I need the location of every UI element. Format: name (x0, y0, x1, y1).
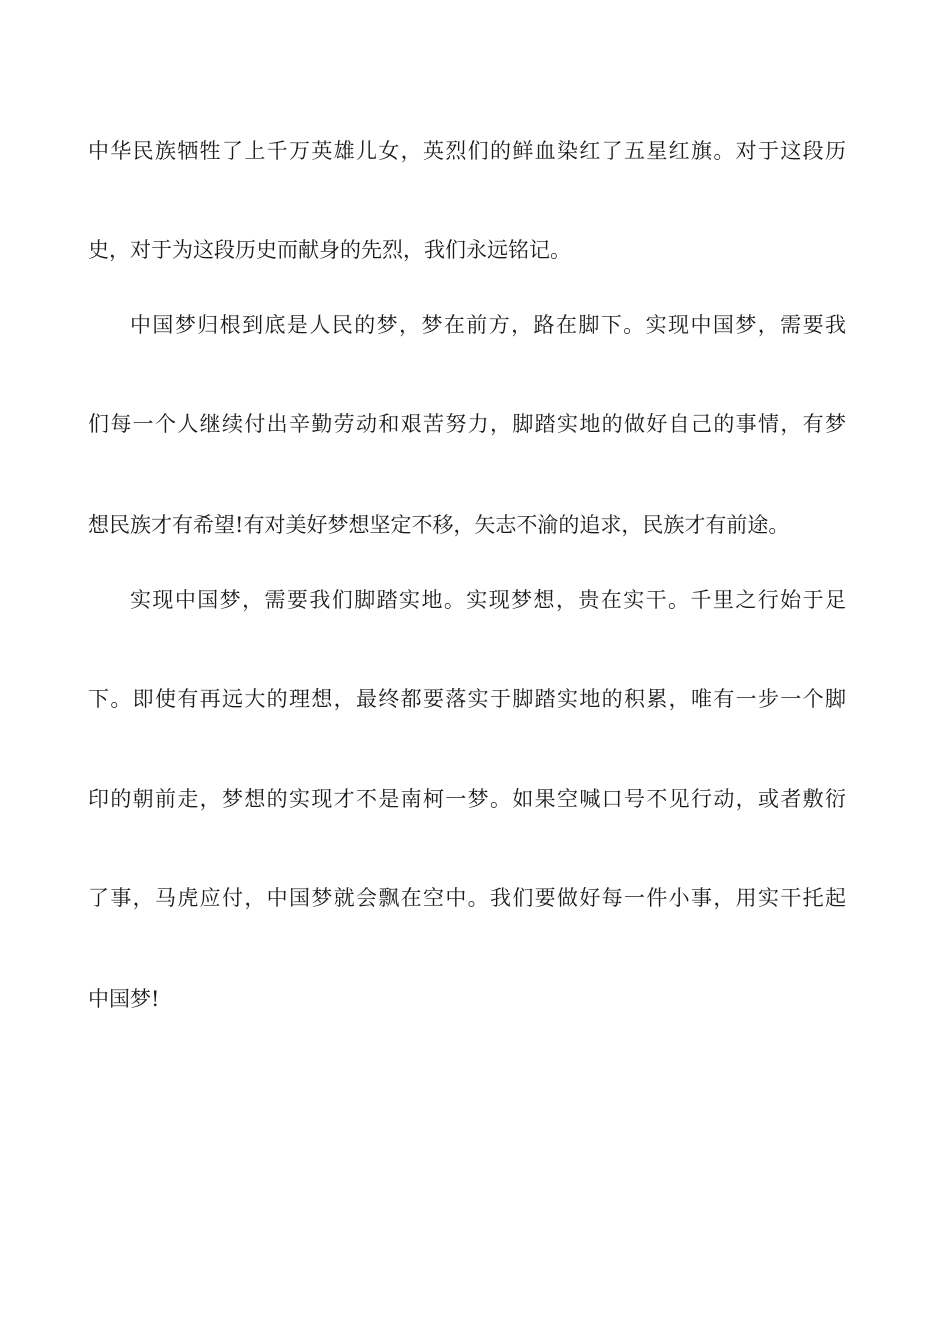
paragraph-1-line-1: 中华民族牺牲了上千万英雄儿女，英烈们的鲜血染红了五星红旗。对于这段历 (88, 139, 846, 163)
paragraph-3-line-5: 中国梦! (88, 987, 160, 1011)
paragraph-3-line-4: 了事，马虎应付，中国梦就会飘在空中。我们要做好每一件小事，用实干托起 (88, 886, 846, 910)
paragraph-3-line-3: 印的朝前走，梦想的实现才不是南柯一梦。如果空喊口号不见行动，或者敷衍 (88, 787, 846, 811)
paragraph-2-line-2: 们每一个人继续付出辛勤劳动和艰苦努力，脚踏实地的做好自己的事情，有梦 (88, 412, 846, 436)
paragraph-2-line-3: 想民族才有希望!有对美好梦想坚定不移，矢志不渝的追求，民族才有前途。 (88, 513, 790, 537)
paragraph-3-line-1: 实现中国梦，需要我们脚踏实地。实现梦想，贵在实干。千里之行始于足 (130, 588, 846, 612)
paragraph-3-line-2: 下。即使有再远大的理想，最终都要落实于脚踏实地的积累，唯有一步一个脚 (88, 687, 846, 711)
paragraph-1-line-2: 史，对于为这段历史而献身的先烈，我们永远铭记。 (88, 238, 571, 262)
paragraph-2-line-1: 中国梦归根到底是人民的梦，梦在前方，路在脚下。实现中国梦，需要我 (130, 313, 846, 337)
